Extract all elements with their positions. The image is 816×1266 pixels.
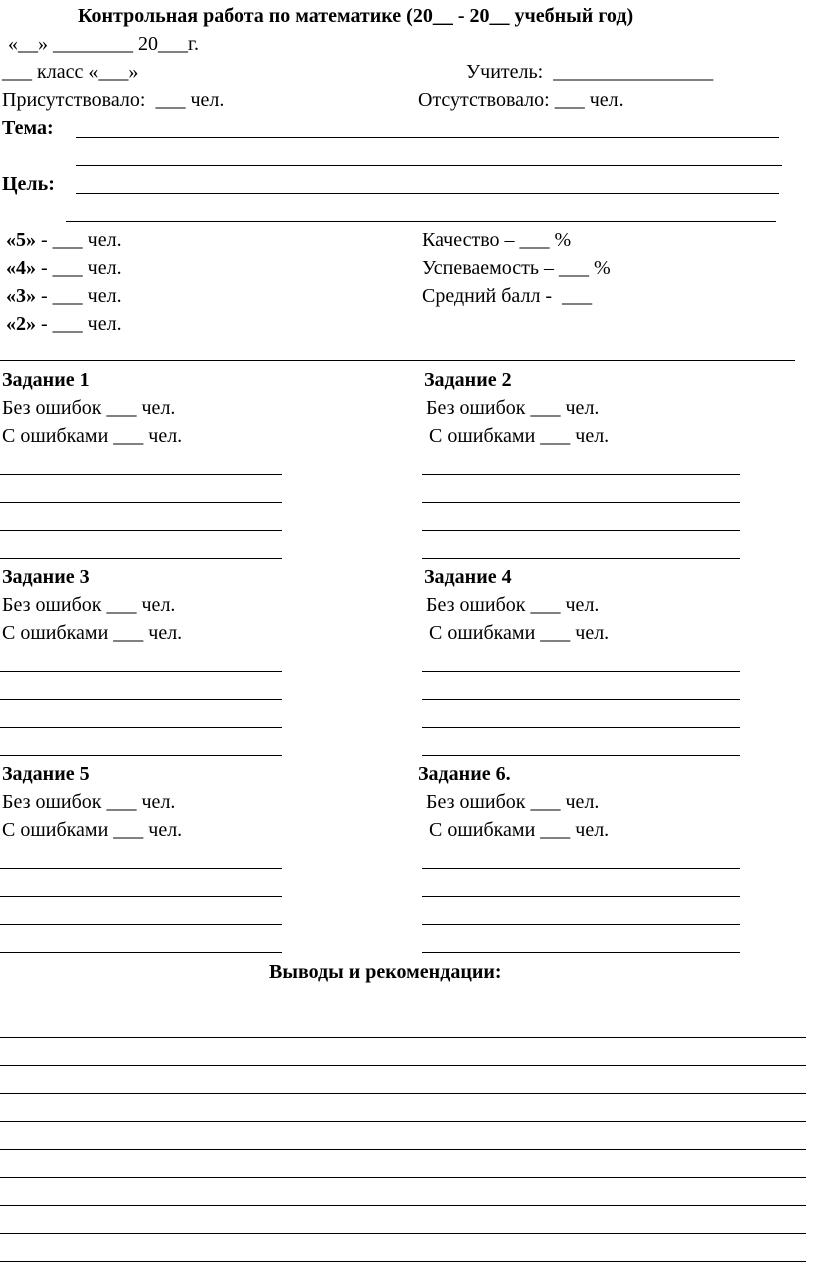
answer-line bbox=[0, 896, 282, 897]
task-no-errors: Без ошибок ___ чел. bbox=[426, 791, 600, 813]
conclusions-line bbox=[0, 1093, 806, 1094]
topic-label: Тема: bbox=[2, 117, 54, 139]
answer-line bbox=[0, 474, 282, 475]
answer-line bbox=[0, 952, 282, 953]
conclusions-line bbox=[0, 1149, 806, 1150]
answer-line bbox=[0, 699, 282, 700]
answer-line bbox=[0, 530, 282, 531]
answer-line bbox=[422, 502, 740, 503]
conclusions-line bbox=[0, 1177, 806, 1178]
task-with-errors: С ошибками ___ чел. bbox=[2, 622, 183, 644]
present-field: Присутствовало: ___ чел. bbox=[2, 89, 225, 111]
answer-line bbox=[0, 924, 282, 925]
task-no-errors: Без ошибок ___ чел. bbox=[2, 397, 176, 419]
grade-count: - ___ чел. bbox=[36, 229, 122, 251]
grade-5-row bbox=[6, 228, 122, 252]
answer-line bbox=[422, 755, 740, 756]
conclusions-line bbox=[0, 1233, 806, 1234]
task-title: Задание 4 bbox=[424, 566, 512, 588]
answer-line bbox=[0, 727, 282, 728]
answer-line bbox=[0, 502, 282, 503]
grade-4-row bbox=[6, 256, 122, 280]
task-title: Задание 5 bbox=[2, 763, 90, 785]
answer-line bbox=[422, 924, 740, 925]
absent-field: Отсутствовало: ___ чел. bbox=[418, 89, 624, 111]
answer-line bbox=[422, 952, 740, 953]
grade-count: - ___ чел. bbox=[36, 313, 122, 335]
conclusions-line bbox=[0, 1205, 806, 1206]
task-with-errors: С ошибками ___ чел. bbox=[424, 819, 610, 841]
topic-line bbox=[76, 165, 782, 166]
task-with-errors: С ошибками ___ чел. bbox=[2, 425, 183, 447]
task-with-errors: С ошибками ___ чел. bbox=[424, 622, 610, 644]
answer-line bbox=[0, 671, 282, 672]
answer-line bbox=[0, 558, 282, 559]
conclusions-line bbox=[0, 1261, 806, 1262]
average-field: Средний балл - ___ bbox=[422, 285, 593, 307]
task-with-errors: С ошибками ___ чел. bbox=[2, 819, 183, 841]
grade-3-row bbox=[6, 284, 122, 308]
date-field: «__» ________ 20___г. bbox=[8, 33, 199, 55]
answer-line bbox=[422, 699, 740, 700]
task-no-errors: Без ошибок ___ чел. bbox=[2, 594, 176, 616]
page-title: Контрольная работа по математике (20__ - 20__ учебный год) bbox=[78, 5, 634, 27]
conclusions-line bbox=[0, 1065, 806, 1066]
class-field: ___ класс «___» bbox=[2, 61, 139, 83]
progress-field: Успеваемость – ___ % bbox=[422, 257, 611, 279]
task-title: Задание 1 bbox=[2, 369, 90, 391]
topic-line bbox=[76, 137, 779, 138]
task-with-errors: С ошибками ___ чел. bbox=[424, 425, 610, 447]
answer-line bbox=[0, 868, 282, 869]
teacher-field: Учитель: ________________ bbox=[466, 61, 714, 83]
grade-mark: «5» bbox=[6, 229, 36, 251]
answer-line bbox=[0, 755, 282, 756]
grade-mark: «2» bbox=[6, 313, 36, 335]
task-no-errors: Без ошибок ___ чел. bbox=[2, 791, 176, 813]
answer-line bbox=[422, 727, 740, 728]
answer-line bbox=[422, 558, 740, 559]
task-no-errors: Без ошибок ___ чел. bbox=[426, 594, 600, 616]
conclusions-line bbox=[0, 1037, 806, 1038]
task-title: Задание 2 bbox=[424, 369, 512, 391]
grade-mark: «3» bbox=[6, 285, 36, 307]
goal-line bbox=[76, 193, 779, 194]
goal-line bbox=[66, 221, 776, 222]
conclusions-line bbox=[0, 1121, 806, 1122]
answer-line bbox=[422, 530, 740, 531]
quality-field: Качество – ___ % bbox=[422, 229, 572, 251]
goal-label: Цель: bbox=[2, 173, 55, 195]
answer-line bbox=[422, 474, 740, 475]
grade-count: - ___ чел. bbox=[36, 257, 122, 279]
grade-2-row bbox=[6, 312, 122, 336]
grade-count: - ___ чел. bbox=[36, 285, 122, 307]
task-no-errors: Без ошибок ___ чел. bbox=[426, 397, 600, 419]
task-title: Задание 3 bbox=[2, 566, 90, 588]
answer-line bbox=[422, 671, 740, 672]
section-divider bbox=[0, 360, 795, 361]
task-title: Задание 6. bbox=[418, 763, 511, 785]
answer-line bbox=[422, 868, 740, 869]
conclusions-title: Выводы и рекомендации: bbox=[269, 961, 502, 983]
answer-line bbox=[422, 896, 740, 897]
grade-mark: «4» bbox=[6, 257, 36, 279]
